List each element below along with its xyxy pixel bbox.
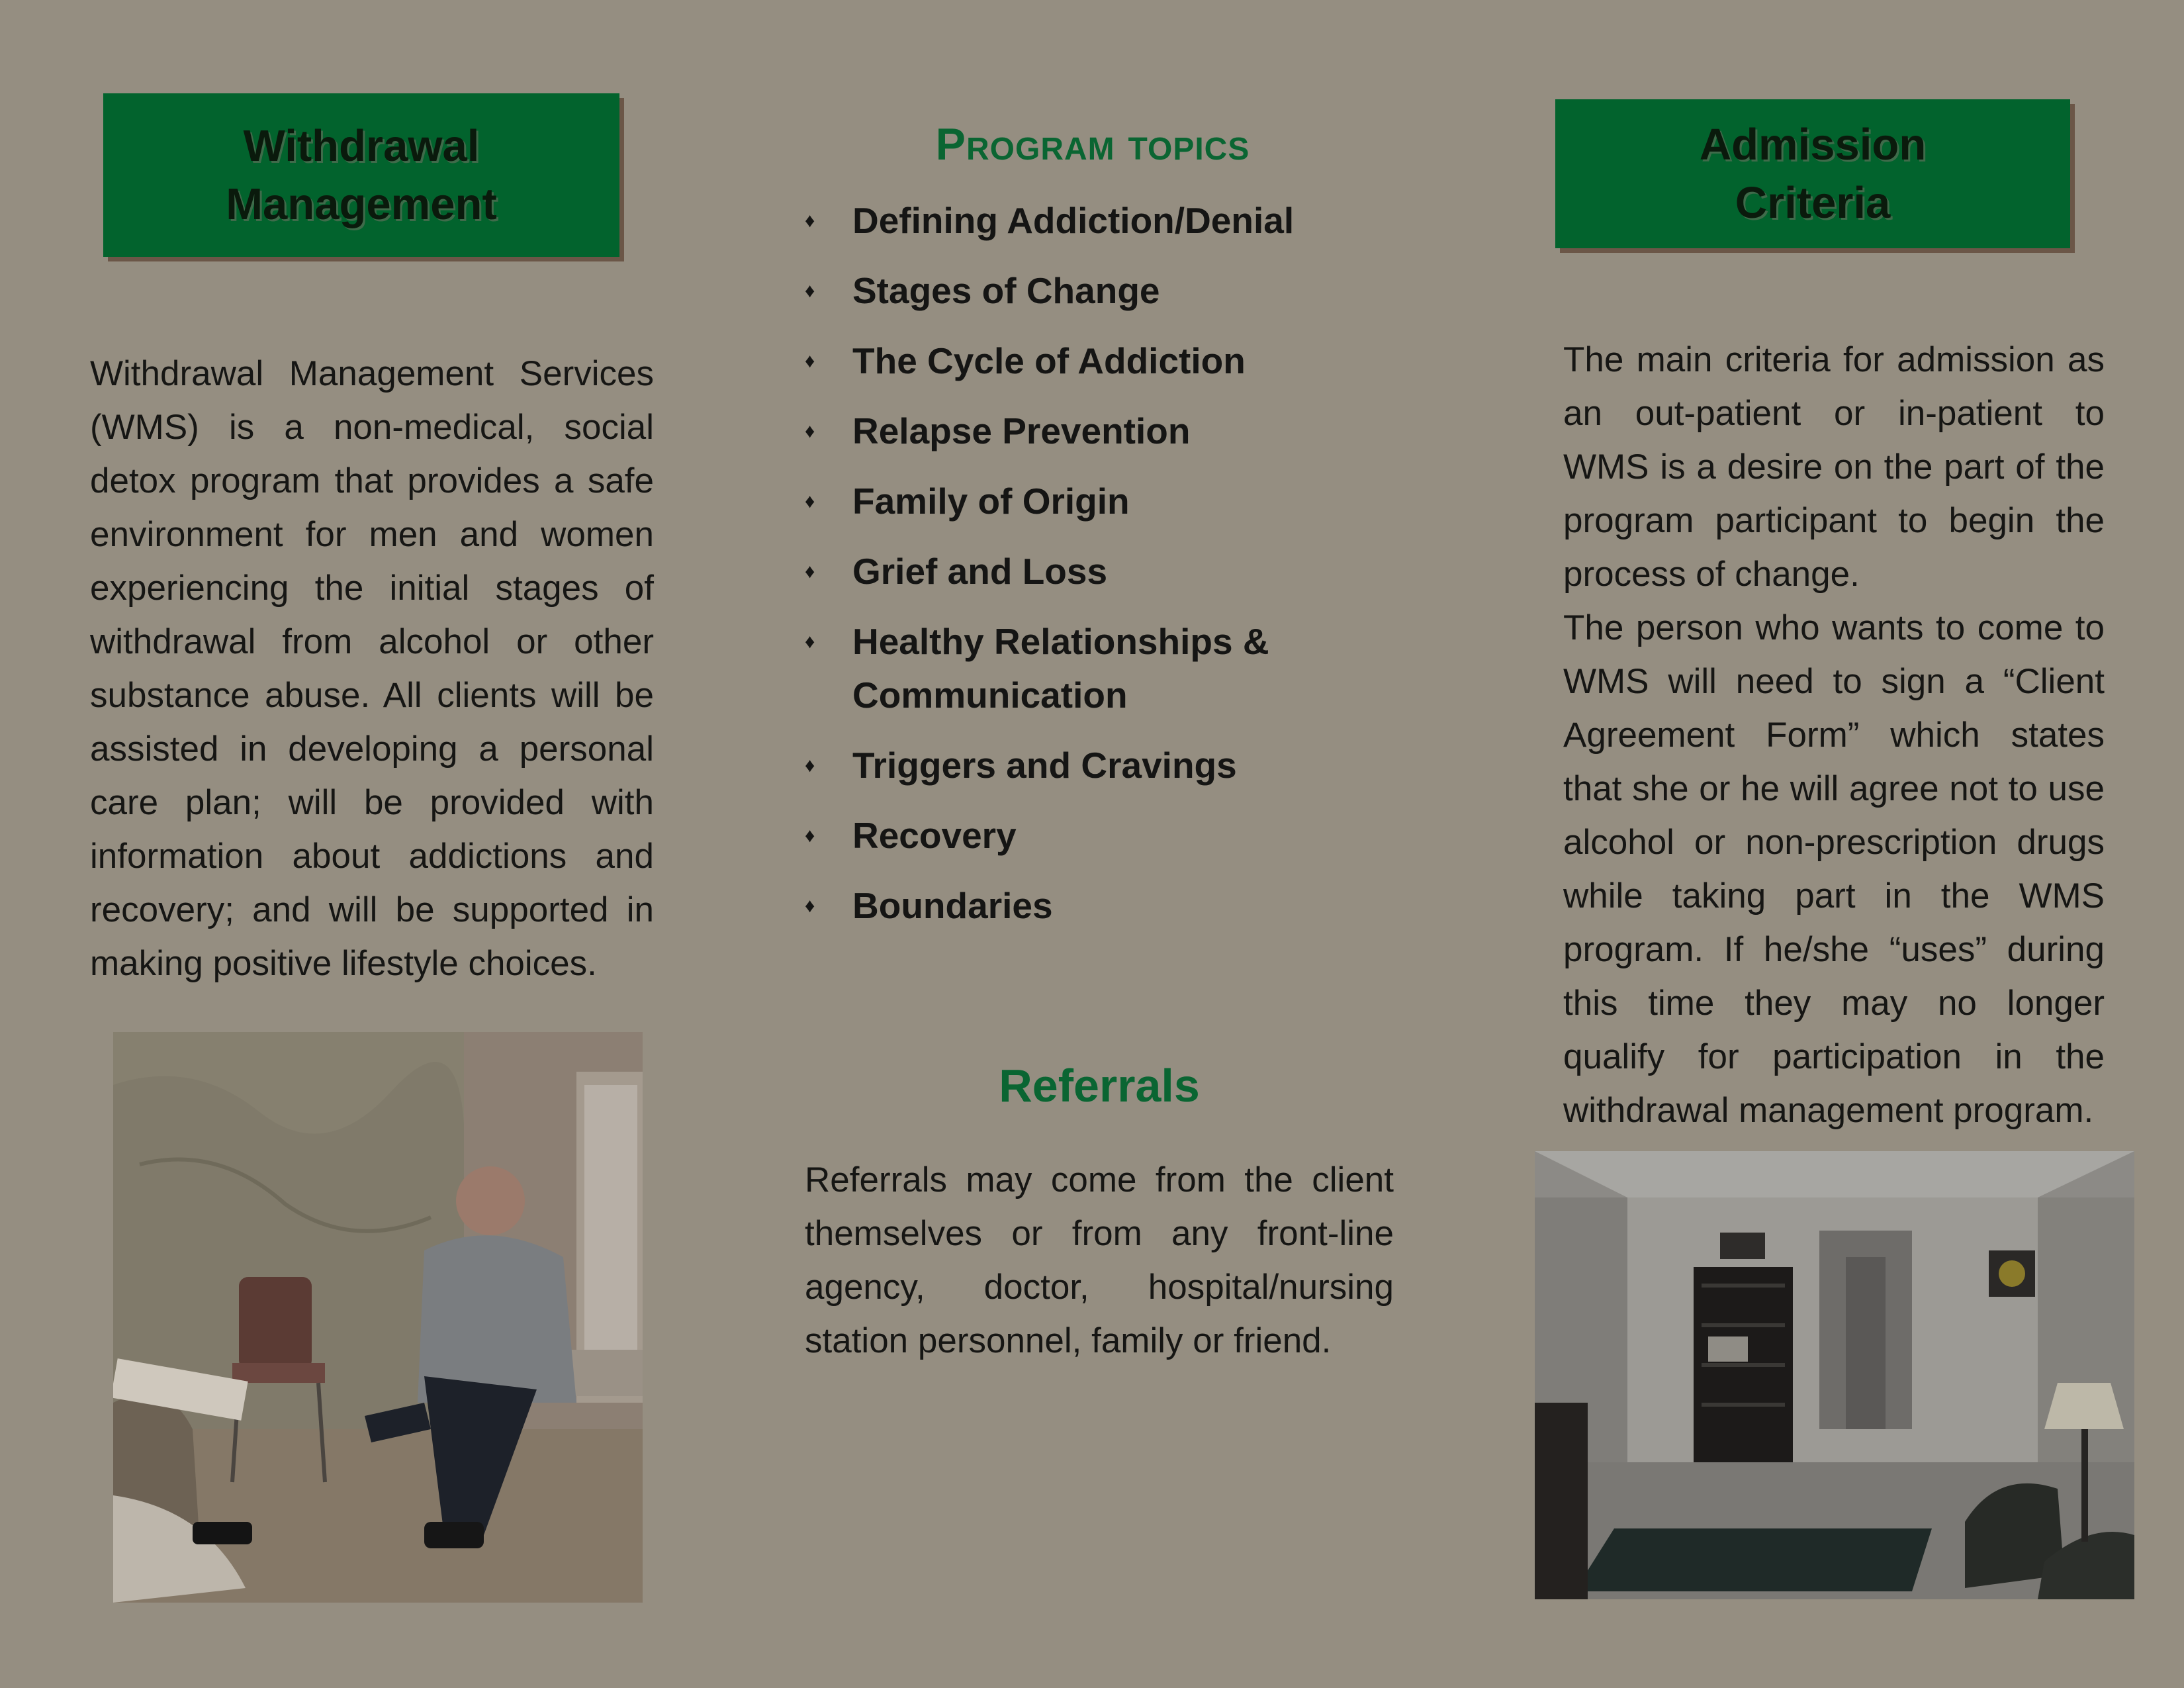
left-panel <box>90 0 656 1688</box>
right-panel <box>1555 0 2105 1688</box>
group-session-photo <box>113 1032 643 1603</box>
list-item: ♦ Stages of Change <box>805 264 1394 318</box>
list-item: ♦ Defining Addiction/Denial <box>805 194 1394 248</box>
list-item: ♦ Triggers and Cravings <box>805 739 1394 792</box>
diamond-bullet-icon: ♦ <box>805 755 815 776</box>
withdrawal-management-heading <box>103 93 619 257</box>
group-session-illustration <box>113 1032 643 1603</box>
diamond-bullet-icon: ♦ <box>805 491 815 512</box>
admission-paragraph-1: The main criteria for admission as an out-patient or in-patient to WMS is a desire on the part of the program participant to begin the process of change. <box>1563 340 2105 594</box>
facility-hallway-photo <box>1535 1151 2134 1599</box>
diamond-bullet-icon: ♦ <box>805 280 815 302</box>
referrals-title: Referrals <box>999 1060 1200 1111</box>
diamond-bullet-icon: ♦ <box>805 631 815 653</box>
list-item: ♦ Relapse Prevention <box>805 404 1394 458</box>
middle-panel <box>805 0 1394 1688</box>
wms-description: Withdrawal Management Services (WMS) is a non-medical, social detox program that provides a safe environment for men and women experiencing the initial stages of withdrawal from alcohol or other substance abuse. All clients will be assisted in developing a personal care plan; will be provided with information about addictions and recovery; and will be supported in making positive lifestyle choices. <box>90 354 654 983</box>
list-item: ♦ Boundaries <box>805 879 1394 933</box>
diamond-bullet-icon: ♦ <box>805 825 815 847</box>
list-item: ♦ Healthy Relationships & Communication <box>805 615 1316 722</box>
diamond-bullet-icon: ♦ <box>805 420 815 442</box>
program-topics-title: Program topics <box>935 119 1250 169</box>
list-item: ♦ Family of Origin <box>805 475 1394 528</box>
heading-line-2: Management <box>226 179 497 229</box>
admission-criteria-text <box>1563 333 2105 1137</box>
diamond-bullet-icon: ♦ <box>805 350 815 372</box>
diamond-bullet-icon: ♦ <box>805 210 815 232</box>
diamond-bullet-icon: ♦ <box>805 895 815 917</box>
admission-criteria-heading <box>1555 99 2070 248</box>
heading-line-2: Criteria <box>1735 177 1891 228</box>
program-topics-list <box>805 194 1394 949</box>
list-item: ♦ The Cycle of Addiction <box>805 334 1394 388</box>
hallway-illustration <box>1535 1151 2134 1599</box>
diamond-bullet-icon: ♦ <box>805 561 815 583</box>
admission-paragraph-2: The person who wants to come to WMS will need to sign a “Client Agreement Form” which states that she or he will agree not to use alcohol or non-prescription drugs while taking part in the WMS program. If he/she “uses” during this time they may no longer qualify for participation in the withdrawal management program. <box>1563 608 2105 1130</box>
list-item: ♦ Grief and Loss <box>805 545 1394 598</box>
list-item: ♦ Recovery <box>805 809 1394 863</box>
referrals-text: Referrals may come from the client themselves or from any front-line agency, doctor, hospital/nursing station personnel, family or friend. <box>805 1160 1394 1360</box>
heading-line-1: Withdrawal <box>243 120 480 171</box>
heading-line-1: Admission <box>1699 119 1927 169</box>
